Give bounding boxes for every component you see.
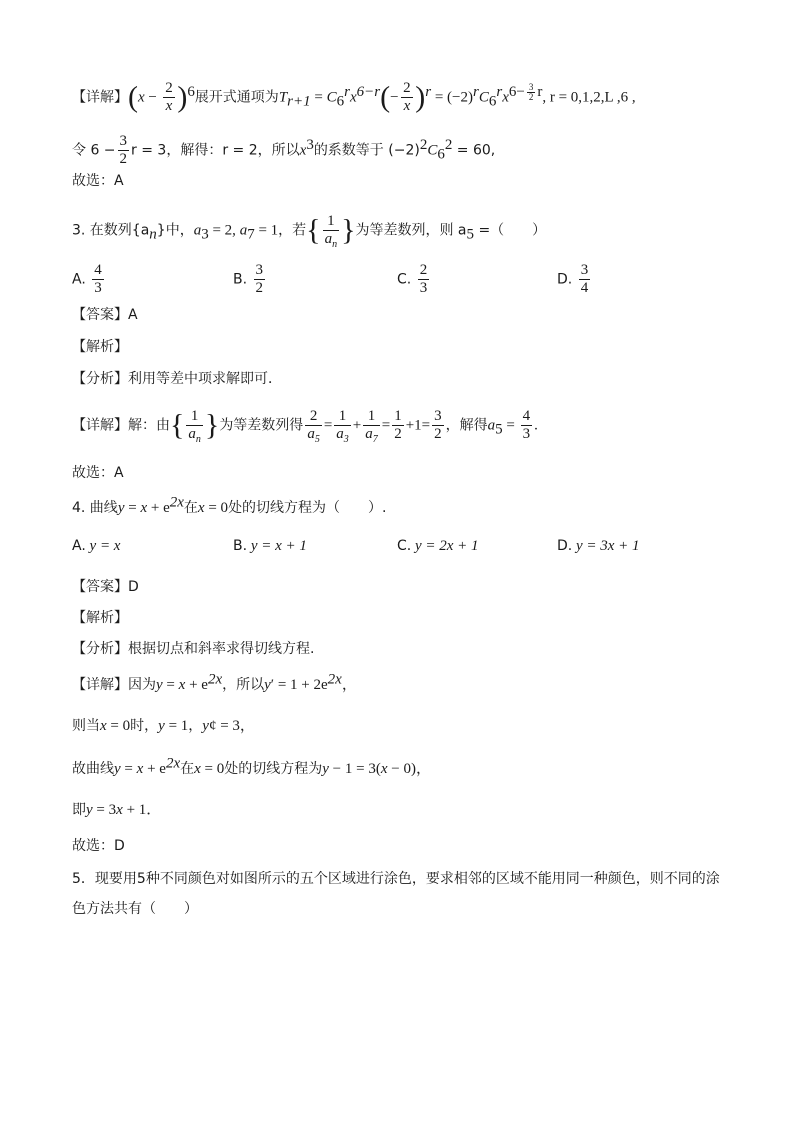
option-3b[interactable]: B. $\frac{3}{2}$ bbox=[233, 262, 264, 296]
option-4b[interactable]: B. y = x + 1 bbox=[233, 538, 307, 554]
option-4c[interactable]: C. y = 2x + 1 bbox=[397, 538, 479, 554]
option-4d[interactable]: D. y = 3x + 1 bbox=[557, 538, 640, 554]
choose-line-3: 故选：A bbox=[72, 465, 124, 481]
analysis-4: 【解析】 bbox=[72, 610, 128, 626]
detail-4-line-1: 【详解】因为$y = x + e^{2x}$，所以$y' = 1 + 2e^{2x}$， bbox=[72, 671, 357, 693]
option-3d[interactable]: D. $\frac{3}{4}$ bbox=[557, 262, 589, 296]
detail-3: 【详解】解：由{ $\frac{1}{a_n}$ }为等差数列得 $\frac{2}{a_5}$ = $\frac{1}{a_3}$ + $\frac{1}{a_7}$ = $\frac{1}{2}$ +1= $\frac{3}{2}$ ，解得$a_5$ = $\frac{4}{3}$ . bbox=[72, 408, 538, 445]
detail-line-2: 令 6 − $\frac{3}{2}$ r = 3，解得：r = 2，所以$x^3$的系数等于 $(-2)^2C_6^2 = 60$, bbox=[72, 133, 496, 167]
question-3: 3. 在数列$\{a_n\}$中，$a_3 = 2$, $a_7 = 1$，若{ $\frac{1}{a_n}$ }为等差数列，则 $a_5$ =（ ） bbox=[72, 213, 547, 250]
option-3a[interactable]: A. $\frac{4}{3}$ bbox=[72, 262, 102, 296]
choose-line-4: 故选：D bbox=[72, 838, 125, 854]
question-4: 4. 曲线$y = x + e^{2x}$在x = 0处的切线方程为（ ）. bbox=[72, 494, 387, 516]
option-4a[interactable]: A. y = x bbox=[72, 538, 121, 554]
question-5-line-2: 色方法共有（ ） bbox=[72, 901, 198, 917]
fenxi-3: 【分析】利用等差中项求解即可． bbox=[72, 371, 282, 387]
analysis-3: 【解析】 bbox=[72, 339, 128, 355]
answer-3: 【答案】A bbox=[72, 307, 138, 323]
fenxi-4: 【分析】根据切点和斜率求得切线方程. bbox=[72, 641, 315, 657]
answer-4: 【答案】D bbox=[72, 579, 139, 595]
detail-4-line-2: 则当x = 0时，y = 1，y¢ = 3， bbox=[72, 718, 255, 734]
question-5-line-1: 5．现要用5种不同颜色对如图所示的五个区域进行涂色，要求相邻的区域不能用同一种颜色，则不同的涂 bbox=[72, 871, 720, 887]
detail-4-line-4: 即y = 3x + 1． bbox=[72, 802, 162, 818]
option-3c[interactable]: C. $\frac{2}{3}$ bbox=[397, 262, 428, 296]
choose-line-1: 故选：A bbox=[72, 173, 124, 189]
detail-line-1: 【详解】(x − $\frac{2}{x}$ )$^6$展开式通项为$T_{r+1} = C_6^rx^{6-r}(-$ $\frac{2}{x}$ )$^r = (-2)^rC_6^rx^{6- \frac{3}{2} r}$, r = 0,1,2,L ,6 , bbox=[72, 80, 636, 114]
detail-4-line-3: 故曲线$y = x + e^{2x}$在x = 0处的切线方程为y − 1 = 3(x − 0)， bbox=[72, 755, 431, 777]
